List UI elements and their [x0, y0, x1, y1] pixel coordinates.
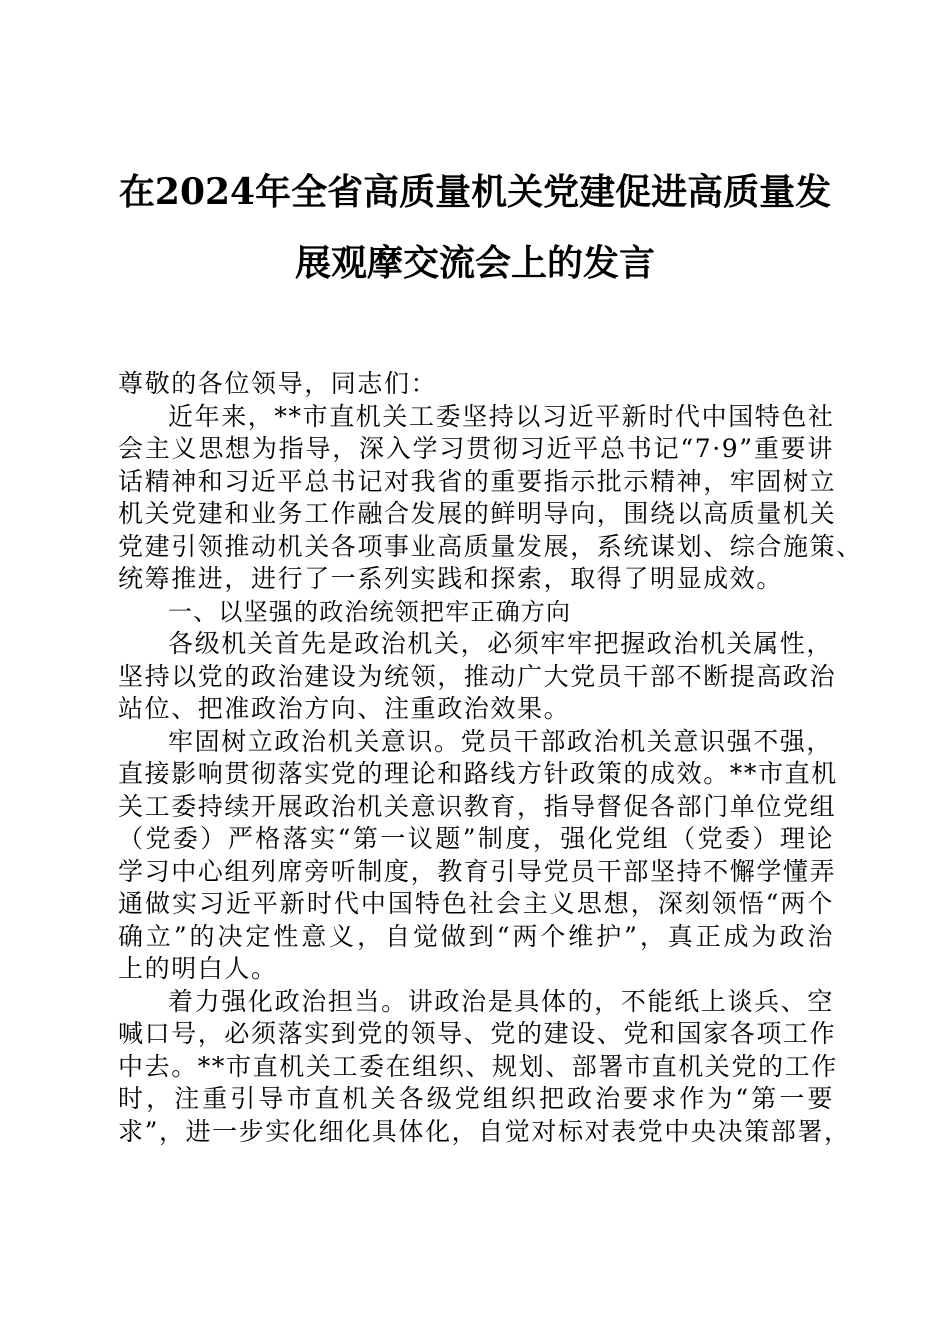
paragraph-line: 喊口号，必须落实到党的领导、党的建设、党和国家各项工作 — [118, 1019, 837, 1048]
paragraph-line: 各级机关首先是政治机关，必须牢牢把握政治机关属性， — [168, 629, 834, 658]
paragraph-line: 确立”的决定性意义，自觉做到“两个维护”，真正成为政治 — [118, 921, 834, 951]
paragraph-line: 话精神和习近平总书记对我省的重要指示批示精神，牢固树立 — [118, 466, 837, 496]
paragraph-line: 求”，进一步实化细化具体化，自觉对标对表党中央决策部署， — [118, 1116, 851, 1146]
paragraph-line: 通做实习近平新时代中国特色社会主义思想，深刻领悟“两个 — [118, 889, 834, 918]
document-title-line-1: 在2024年全省高质量机关党建促进高质量发 — [118, 171, 832, 213]
document-title-line-2: 展观摩交流会上的发言 — [294, 242, 655, 284]
paragraph-line: 上的明白人。 — [118, 954, 278, 983]
paragraph-line: 会主义思想为指导，深入学习贯彻习近平总书记“7·9”重要讲 — [118, 434, 834, 463]
paragraph-line: 中去。**市直机关工委在组织、规划、部署市直机关党的工作 — [118, 1051, 838, 1081]
paragraph-line: （党委）严格落实“第一议题”制度，强化党组（党委）理论 — [118, 824, 834, 853]
paragraph-line: 学习中心组列席旁听制度，教育引导党员干部坚持不懈学懂弄 — [118, 856, 837, 886]
paragraph-line: 时，注重引导市直机关各级党组织把政治要求作为“第一要 — [118, 1084, 834, 1113]
paragraph-line: 直接影响贯彻落实党的理论和路线方针政策的成效。**市直机 — [118, 759, 838, 788]
paragraph-line: 机关党建和业务工作融合发展的鲜明导向，围绕以高质量机关 — [118, 499, 837, 528]
document-body — [118, 368, 863, 1148]
section-heading: 一、以坚强的政治统领把牢正确方向 — [168, 597, 572, 626]
paragraph-line: 着力强化政治担当。讲政治是具体的，不能纸上谈兵、空 — [168, 986, 834, 1016]
paragraph-line: 近年来，**市直机关工委坚持以习近平新时代中国特色社 — [168, 401, 835, 431]
paragraph-line: 统筹推进，进行了一系列实践和探索，取得了明显成效。 — [118, 564, 784, 593]
paragraph-line: 坚持以党的政治建设为统领，推动广大党员干部不断提高政治 — [118, 661, 837, 691]
paragraph-line: 站位、把准政治方向、注重政治效果。 — [118, 694, 571, 723]
paragraph-line: 关工委持续开展政治机关意识教育，指导督促各部门单位党组 — [118, 791, 837, 821]
paragraph-line: 牢固树立政治机关意识。党员干部政治机关意识强不强， — [168, 726, 834, 756]
paragraph-line: 党建引领推动机关各项事业高质量发展，系统谋划、综合施策、 — [118, 531, 863, 561]
salutation: 尊敬的各位领导，同志们： — [118, 369, 438, 398]
